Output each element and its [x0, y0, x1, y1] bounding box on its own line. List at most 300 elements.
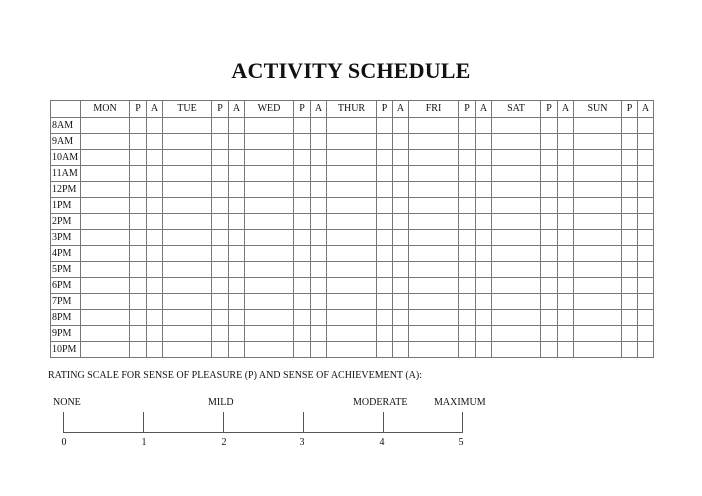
- achievement-cell[interactable]: [393, 278, 409, 294]
- activity-cell[interactable]: [245, 214, 294, 230]
- activity-cell[interactable]: [492, 294, 541, 310]
- achievement-cell[interactable]: [476, 230, 492, 246]
- pleasure-cell[interactable]: [541, 134, 558, 150]
- pleasure-cell[interactable]: [377, 278, 393, 294]
- activity-cell[interactable]: [327, 182, 377, 198]
- activity-cell[interactable]: [327, 230, 377, 246]
- activity-cell[interactable]: [245, 198, 294, 214]
- pleasure-cell[interactable]: [294, 342, 311, 358]
- activity-cell[interactable]: [492, 278, 541, 294]
- pleasure-cell[interactable]: [212, 310, 229, 326]
- achievement-cell[interactable]: [229, 326, 245, 342]
- pleasure-cell[interactable]: [459, 246, 476, 262]
- pleasure-cell[interactable]: [294, 278, 311, 294]
- achievement-cell[interactable]: [147, 118, 163, 134]
- achievement-cell[interactable]: [229, 230, 245, 246]
- activity-cell[interactable]: [245, 230, 294, 246]
- pleasure-cell[interactable]: [294, 262, 311, 278]
- activity-cell[interactable]: [163, 246, 212, 262]
- achievement-cell[interactable]: [558, 246, 574, 262]
- activity-cell[interactable]: [163, 326, 212, 342]
- pleasure-cell[interactable]: [622, 342, 638, 358]
- pleasure-cell[interactable]: [130, 310, 147, 326]
- pleasure-cell[interactable]: [130, 166, 147, 182]
- achievement-cell[interactable]: [229, 198, 245, 214]
- activity-cell[interactable]: [81, 198, 130, 214]
- activity-cell[interactable]: [81, 166, 130, 182]
- activity-cell[interactable]: [245, 134, 294, 150]
- activity-cell[interactable]: [574, 294, 622, 310]
- activity-cell[interactable]: [409, 326, 459, 342]
- pleasure-cell[interactable]: [130, 118, 147, 134]
- achievement-cell[interactable]: [311, 118, 327, 134]
- pleasure-cell[interactable]: [212, 230, 229, 246]
- pleasure-cell[interactable]: [459, 310, 476, 326]
- achievement-cell[interactable]: [229, 310, 245, 326]
- achievement-cell[interactable]: [229, 118, 245, 134]
- pleasure-cell[interactable]: [377, 214, 393, 230]
- achievement-cell[interactable]: [638, 326, 654, 342]
- activity-cell[interactable]: [574, 262, 622, 278]
- achievement-cell[interactable]: [147, 310, 163, 326]
- activity-cell[interactable]: [574, 326, 622, 342]
- activity-cell[interactable]: [245, 294, 294, 310]
- activity-cell[interactable]: [327, 118, 377, 134]
- pleasure-cell[interactable]: [541, 118, 558, 134]
- activity-cell[interactable]: [245, 166, 294, 182]
- pleasure-cell[interactable]: [459, 262, 476, 278]
- achievement-cell[interactable]: [393, 326, 409, 342]
- activity-cell[interactable]: [245, 342, 294, 358]
- achievement-cell[interactable]: [147, 262, 163, 278]
- achievement-cell[interactable]: [147, 150, 163, 166]
- activity-cell[interactable]: [245, 310, 294, 326]
- activity-cell[interactable]: [81, 230, 130, 246]
- pleasure-cell[interactable]: [541, 150, 558, 166]
- achievement-cell[interactable]: [638, 214, 654, 230]
- activity-cell[interactable]: [492, 214, 541, 230]
- achievement-cell[interactable]: [311, 198, 327, 214]
- pleasure-cell[interactable]: [130, 134, 147, 150]
- achievement-cell[interactable]: [229, 294, 245, 310]
- pleasure-cell[interactable]: [377, 294, 393, 310]
- achievement-cell[interactable]: [476, 150, 492, 166]
- activity-cell[interactable]: [409, 262, 459, 278]
- activity-cell[interactable]: [81, 214, 130, 230]
- pleasure-cell[interactable]: [459, 342, 476, 358]
- activity-cell[interactable]: [327, 198, 377, 214]
- achievement-cell[interactable]: [558, 262, 574, 278]
- achievement-cell[interactable]: [558, 182, 574, 198]
- pleasure-cell[interactable]: [377, 134, 393, 150]
- pleasure-cell[interactable]: [377, 118, 393, 134]
- activity-cell[interactable]: [81, 134, 130, 150]
- activity-cell[interactable]: [327, 134, 377, 150]
- achievement-cell[interactable]: [638, 134, 654, 150]
- activity-cell[interactable]: [81, 278, 130, 294]
- activity-cell[interactable]: [492, 118, 541, 134]
- achievement-cell[interactable]: [311, 134, 327, 150]
- activity-cell[interactable]: [327, 310, 377, 326]
- activity-cell[interactable]: [574, 166, 622, 182]
- achievement-cell[interactable]: [311, 326, 327, 342]
- achievement-cell[interactable]: [393, 150, 409, 166]
- achievement-cell[interactable]: [147, 230, 163, 246]
- achievement-cell[interactable]: [393, 342, 409, 358]
- achievement-cell[interactable]: [311, 294, 327, 310]
- pleasure-cell[interactable]: [212, 326, 229, 342]
- activity-cell[interactable]: [245, 278, 294, 294]
- activity-cell[interactable]: [492, 230, 541, 246]
- pleasure-cell[interactable]: [212, 278, 229, 294]
- achievement-cell[interactable]: [229, 182, 245, 198]
- achievement-cell[interactable]: [476, 246, 492, 262]
- achievement-cell[interactable]: [147, 182, 163, 198]
- pleasure-cell[interactable]: [377, 230, 393, 246]
- activity-cell[interactable]: [81, 310, 130, 326]
- activity-cell[interactable]: [245, 326, 294, 342]
- achievement-cell[interactable]: [147, 278, 163, 294]
- pleasure-cell[interactable]: [294, 166, 311, 182]
- achievement-cell[interactable]: [147, 294, 163, 310]
- achievement-cell[interactable]: [476, 134, 492, 150]
- pleasure-cell[interactable]: [377, 246, 393, 262]
- achievement-cell[interactable]: [638, 198, 654, 214]
- activity-cell[interactable]: [409, 294, 459, 310]
- pleasure-cell[interactable]: [459, 294, 476, 310]
- achievement-cell[interactable]: [311, 166, 327, 182]
- activity-cell[interactable]: [492, 342, 541, 358]
- pleasure-cell[interactable]: [459, 118, 476, 134]
- achievement-cell[interactable]: [147, 246, 163, 262]
- achievement-cell[interactable]: [147, 134, 163, 150]
- achievement-cell[interactable]: [638, 342, 654, 358]
- pleasure-cell[interactable]: [459, 230, 476, 246]
- achievement-cell[interactable]: [229, 246, 245, 262]
- achievement-cell[interactable]: [147, 166, 163, 182]
- achievement-cell[interactable]: [311, 150, 327, 166]
- pleasure-cell[interactable]: [541, 310, 558, 326]
- activity-cell[interactable]: [163, 166, 212, 182]
- achievement-cell[interactable]: [147, 326, 163, 342]
- achievement-cell[interactable]: [638, 246, 654, 262]
- activity-cell[interactable]: [409, 246, 459, 262]
- activity-cell[interactable]: [409, 166, 459, 182]
- achievement-cell[interactable]: [229, 166, 245, 182]
- activity-cell[interactable]: [81, 246, 130, 262]
- achievement-cell[interactable]: [558, 230, 574, 246]
- pleasure-cell[interactable]: [541, 246, 558, 262]
- pleasure-cell[interactable]: [459, 166, 476, 182]
- activity-cell[interactable]: [409, 278, 459, 294]
- pleasure-cell[interactable]: [294, 150, 311, 166]
- pleasure-cell[interactable]: [541, 214, 558, 230]
- pleasure-cell[interactable]: [212, 166, 229, 182]
- pleasure-cell[interactable]: [622, 134, 638, 150]
- achievement-cell[interactable]: [476, 326, 492, 342]
- achievement-cell[interactable]: [311, 214, 327, 230]
- pleasure-cell[interactable]: [622, 294, 638, 310]
- pleasure-cell[interactable]: [541, 230, 558, 246]
- activity-cell[interactable]: [163, 198, 212, 214]
- activity-cell[interactable]: [327, 342, 377, 358]
- pleasure-cell[interactable]: [212, 134, 229, 150]
- activity-cell[interactable]: [492, 166, 541, 182]
- activity-cell[interactable]: [492, 198, 541, 214]
- pleasure-cell[interactable]: [130, 230, 147, 246]
- pleasure-cell[interactable]: [541, 198, 558, 214]
- activity-cell[interactable]: [574, 230, 622, 246]
- achievement-cell[interactable]: [147, 214, 163, 230]
- pleasure-cell[interactable]: [212, 294, 229, 310]
- pleasure-cell[interactable]: [130, 246, 147, 262]
- achievement-cell[interactable]: [229, 262, 245, 278]
- activity-cell[interactable]: [574, 134, 622, 150]
- pleasure-cell[interactable]: [130, 214, 147, 230]
- activity-cell[interactable]: [327, 166, 377, 182]
- achievement-cell[interactable]: [558, 310, 574, 326]
- activity-cell[interactable]: [245, 262, 294, 278]
- achievement-cell[interactable]: [229, 278, 245, 294]
- pleasure-cell[interactable]: [294, 326, 311, 342]
- pleasure-cell[interactable]: [377, 166, 393, 182]
- pleasure-cell[interactable]: [622, 214, 638, 230]
- achievement-cell[interactable]: [558, 342, 574, 358]
- pleasure-cell[interactable]: [541, 342, 558, 358]
- activity-cell[interactable]: [327, 326, 377, 342]
- achievement-cell[interactable]: [476, 262, 492, 278]
- achievement-cell[interactable]: [476, 214, 492, 230]
- pleasure-cell[interactable]: [130, 150, 147, 166]
- activity-cell[interactable]: [574, 310, 622, 326]
- achievement-cell[interactable]: [311, 246, 327, 262]
- pleasure-cell[interactable]: [541, 294, 558, 310]
- activity-cell[interactable]: [163, 230, 212, 246]
- achievement-cell[interactable]: [558, 134, 574, 150]
- achievement-cell[interactable]: [558, 150, 574, 166]
- activity-cell[interactable]: [492, 310, 541, 326]
- pleasure-cell[interactable]: [622, 246, 638, 262]
- achievement-cell[interactable]: [558, 198, 574, 214]
- activity-cell[interactable]: [327, 262, 377, 278]
- pleasure-cell[interactable]: [377, 198, 393, 214]
- pleasure-cell[interactable]: [294, 182, 311, 198]
- activity-cell[interactable]: [327, 294, 377, 310]
- activity-cell[interactable]: [327, 278, 377, 294]
- achievement-cell[interactable]: [229, 150, 245, 166]
- achievement-cell[interactable]: [393, 214, 409, 230]
- achievement-cell[interactable]: [638, 310, 654, 326]
- pleasure-cell[interactable]: [212, 150, 229, 166]
- pleasure-cell[interactable]: [622, 310, 638, 326]
- pleasure-cell[interactable]: [377, 150, 393, 166]
- activity-cell[interactable]: [163, 134, 212, 150]
- activity-cell[interactable]: [163, 342, 212, 358]
- achievement-cell[interactable]: [393, 134, 409, 150]
- achievement-cell[interactable]: [393, 166, 409, 182]
- achievement-cell[interactable]: [393, 118, 409, 134]
- pleasure-cell[interactable]: [294, 310, 311, 326]
- pleasure-cell[interactable]: [377, 262, 393, 278]
- achievement-cell[interactable]: [638, 182, 654, 198]
- activity-cell[interactable]: [81, 118, 130, 134]
- achievement-cell[interactable]: [147, 342, 163, 358]
- pleasure-cell[interactable]: [541, 182, 558, 198]
- activity-cell[interactable]: [81, 342, 130, 358]
- pleasure-cell[interactable]: [130, 342, 147, 358]
- pleasure-cell[interactable]: [130, 294, 147, 310]
- pleasure-cell[interactable]: [377, 326, 393, 342]
- activity-cell[interactable]: [409, 118, 459, 134]
- achievement-cell[interactable]: [393, 182, 409, 198]
- activity-cell[interactable]: [574, 342, 622, 358]
- activity-cell[interactable]: [81, 294, 130, 310]
- achievement-cell[interactable]: [311, 230, 327, 246]
- pleasure-cell[interactable]: [294, 294, 311, 310]
- activity-cell[interactable]: [163, 214, 212, 230]
- activity-cell[interactable]: [574, 278, 622, 294]
- achievement-cell[interactable]: [476, 198, 492, 214]
- pleasure-cell[interactable]: [212, 198, 229, 214]
- achievement-cell[interactable]: [393, 262, 409, 278]
- pleasure-cell[interactable]: [212, 118, 229, 134]
- achievement-cell[interactable]: [393, 246, 409, 262]
- activity-cell[interactable]: [492, 262, 541, 278]
- activity-cell[interactable]: [409, 182, 459, 198]
- activity-cell[interactable]: [327, 150, 377, 166]
- achievement-cell[interactable]: [476, 118, 492, 134]
- pleasure-cell[interactable]: [459, 134, 476, 150]
- pleasure-cell[interactable]: [459, 182, 476, 198]
- achievement-cell[interactable]: [638, 230, 654, 246]
- pleasure-cell[interactable]: [130, 326, 147, 342]
- achievement-cell[interactable]: [558, 278, 574, 294]
- achievement-cell[interactable]: [558, 166, 574, 182]
- pleasure-cell[interactable]: [294, 118, 311, 134]
- activity-cell[interactable]: [574, 150, 622, 166]
- achievement-cell[interactable]: [558, 326, 574, 342]
- achievement-cell[interactable]: [311, 278, 327, 294]
- pleasure-cell[interactable]: [130, 198, 147, 214]
- achievement-cell[interactable]: [638, 150, 654, 166]
- activity-cell[interactable]: [574, 118, 622, 134]
- pleasure-cell[interactable]: [622, 182, 638, 198]
- activity-cell[interactable]: [492, 150, 541, 166]
- pleasure-cell[interactable]: [622, 326, 638, 342]
- pleasure-cell[interactable]: [622, 166, 638, 182]
- achievement-cell[interactable]: [393, 230, 409, 246]
- activity-cell[interactable]: [492, 326, 541, 342]
- achievement-cell[interactable]: [558, 118, 574, 134]
- pleasure-cell[interactable]: [377, 310, 393, 326]
- achievement-cell[interactable]: [476, 166, 492, 182]
- activity-cell[interactable]: [492, 246, 541, 262]
- pleasure-cell[interactable]: [459, 326, 476, 342]
- activity-cell[interactable]: [409, 198, 459, 214]
- pleasure-cell[interactable]: [294, 134, 311, 150]
- activity-cell[interactable]: [492, 182, 541, 198]
- activity-cell[interactable]: [409, 230, 459, 246]
- achievement-cell[interactable]: [311, 182, 327, 198]
- activity-cell[interactable]: [163, 150, 212, 166]
- achievement-cell[interactable]: [638, 166, 654, 182]
- activity-cell[interactable]: [163, 310, 212, 326]
- achievement-cell[interactable]: [638, 118, 654, 134]
- activity-cell[interactable]: [409, 310, 459, 326]
- achievement-cell[interactable]: [393, 198, 409, 214]
- activity-cell[interactable]: [245, 182, 294, 198]
- activity-cell[interactable]: [245, 118, 294, 134]
- pleasure-cell[interactable]: [377, 342, 393, 358]
- pleasure-cell[interactable]: [459, 278, 476, 294]
- achievement-cell[interactable]: [476, 310, 492, 326]
- activity-cell[interactable]: [245, 150, 294, 166]
- achievement-cell[interactable]: [311, 310, 327, 326]
- activity-cell[interactable]: [327, 214, 377, 230]
- achievement-cell[interactable]: [558, 294, 574, 310]
- achievement-cell[interactable]: [229, 134, 245, 150]
- pleasure-cell[interactable]: [294, 198, 311, 214]
- activity-cell[interactable]: [574, 198, 622, 214]
- pleasure-cell[interactable]: [377, 182, 393, 198]
- activity-cell[interactable]: [327, 246, 377, 262]
- pleasure-cell[interactable]: [294, 214, 311, 230]
- pleasure-cell[interactable]: [459, 150, 476, 166]
- achievement-cell[interactable]: [558, 214, 574, 230]
- pleasure-cell[interactable]: [459, 214, 476, 230]
- pleasure-cell[interactable]: [212, 342, 229, 358]
- achievement-cell[interactable]: [311, 342, 327, 358]
- achievement-cell[interactable]: [638, 294, 654, 310]
- activity-cell[interactable]: [574, 246, 622, 262]
- pleasure-cell[interactable]: [541, 166, 558, 182]
- pleasure-cell[interactable]: [622, 230, 638, 246]
- pleasure-cell[interactable]: [212, 182, 229, 198]
- achievement-cell[interactable]: [476, 182, 492, 198]
- pleasure-cell[interactable]: [294, 230, 311, 246]
- activity-cell[interactable]: [409, 342, 459, 358]
- activity-cell[interactable]: [81, 150, 130, 166]
- achievement-cell[interactable]: [229, 342, 245, 358]
- pleasure-cell[interactable]: [130, 262, 147, 278]
- achievement-cell[interactable]: [311, 262, 327, 278]
- achievement-cell[interactable]: [393, 294, 409, 310]
- pleasure-cell[interactable]: [541, 278, 558, 294]
- activity-cell[interactable]: [574, 214, 622, 230]
- pleasure-cell[interactable]: [130, 182, 147, 198]
- pleasure-cell[interactable]: [212, 214, 229, 230]
- activity-cell[interactable]: [492, 134, 541, 150]
- achievement-cell[interactable]: [638, 278, 654, 294]
- activity-cell[interactable]: [574, 182, 622, 198]
- pleasure-cell[interactable]: [622, 198, 638, 214]
- pleasure-cell[interactable]: [622, 278, 638, 294]
- activity-cell[interactable]: [163, 182, 212, 198]
- pleasure-cell[interactable]: [130, 278, 147, 294]
- pleasure-cell[interactable]: [294, 246, 311, 262]
- activity-cell[interactable]: [81, 326, 130, 342]
- pleasure-cell[interactable]: [212, 246, 229, 262]
- pleasure-cell[interactable]: [622, 150, 638, 166]
- pleasure-cell[interactable]: [541, 262, 558, 278]
- pleasure-cell[interactable]: [622, 118, 638, 134]
- activity-cell[interactable]: [409, 134, 459, 150]
- activity-cell[interactable]: [81, 262, 130, 278]
- pleasure-cell[interactable]: [459, 198, 476, 214]
- activity-cell[interactable]: [245, 246, 294, 262]
- achievement-cell[interactable]: [147, 198, 163, 214]
- achievement-cell[interactable]: [476, 294, 492, 310]
